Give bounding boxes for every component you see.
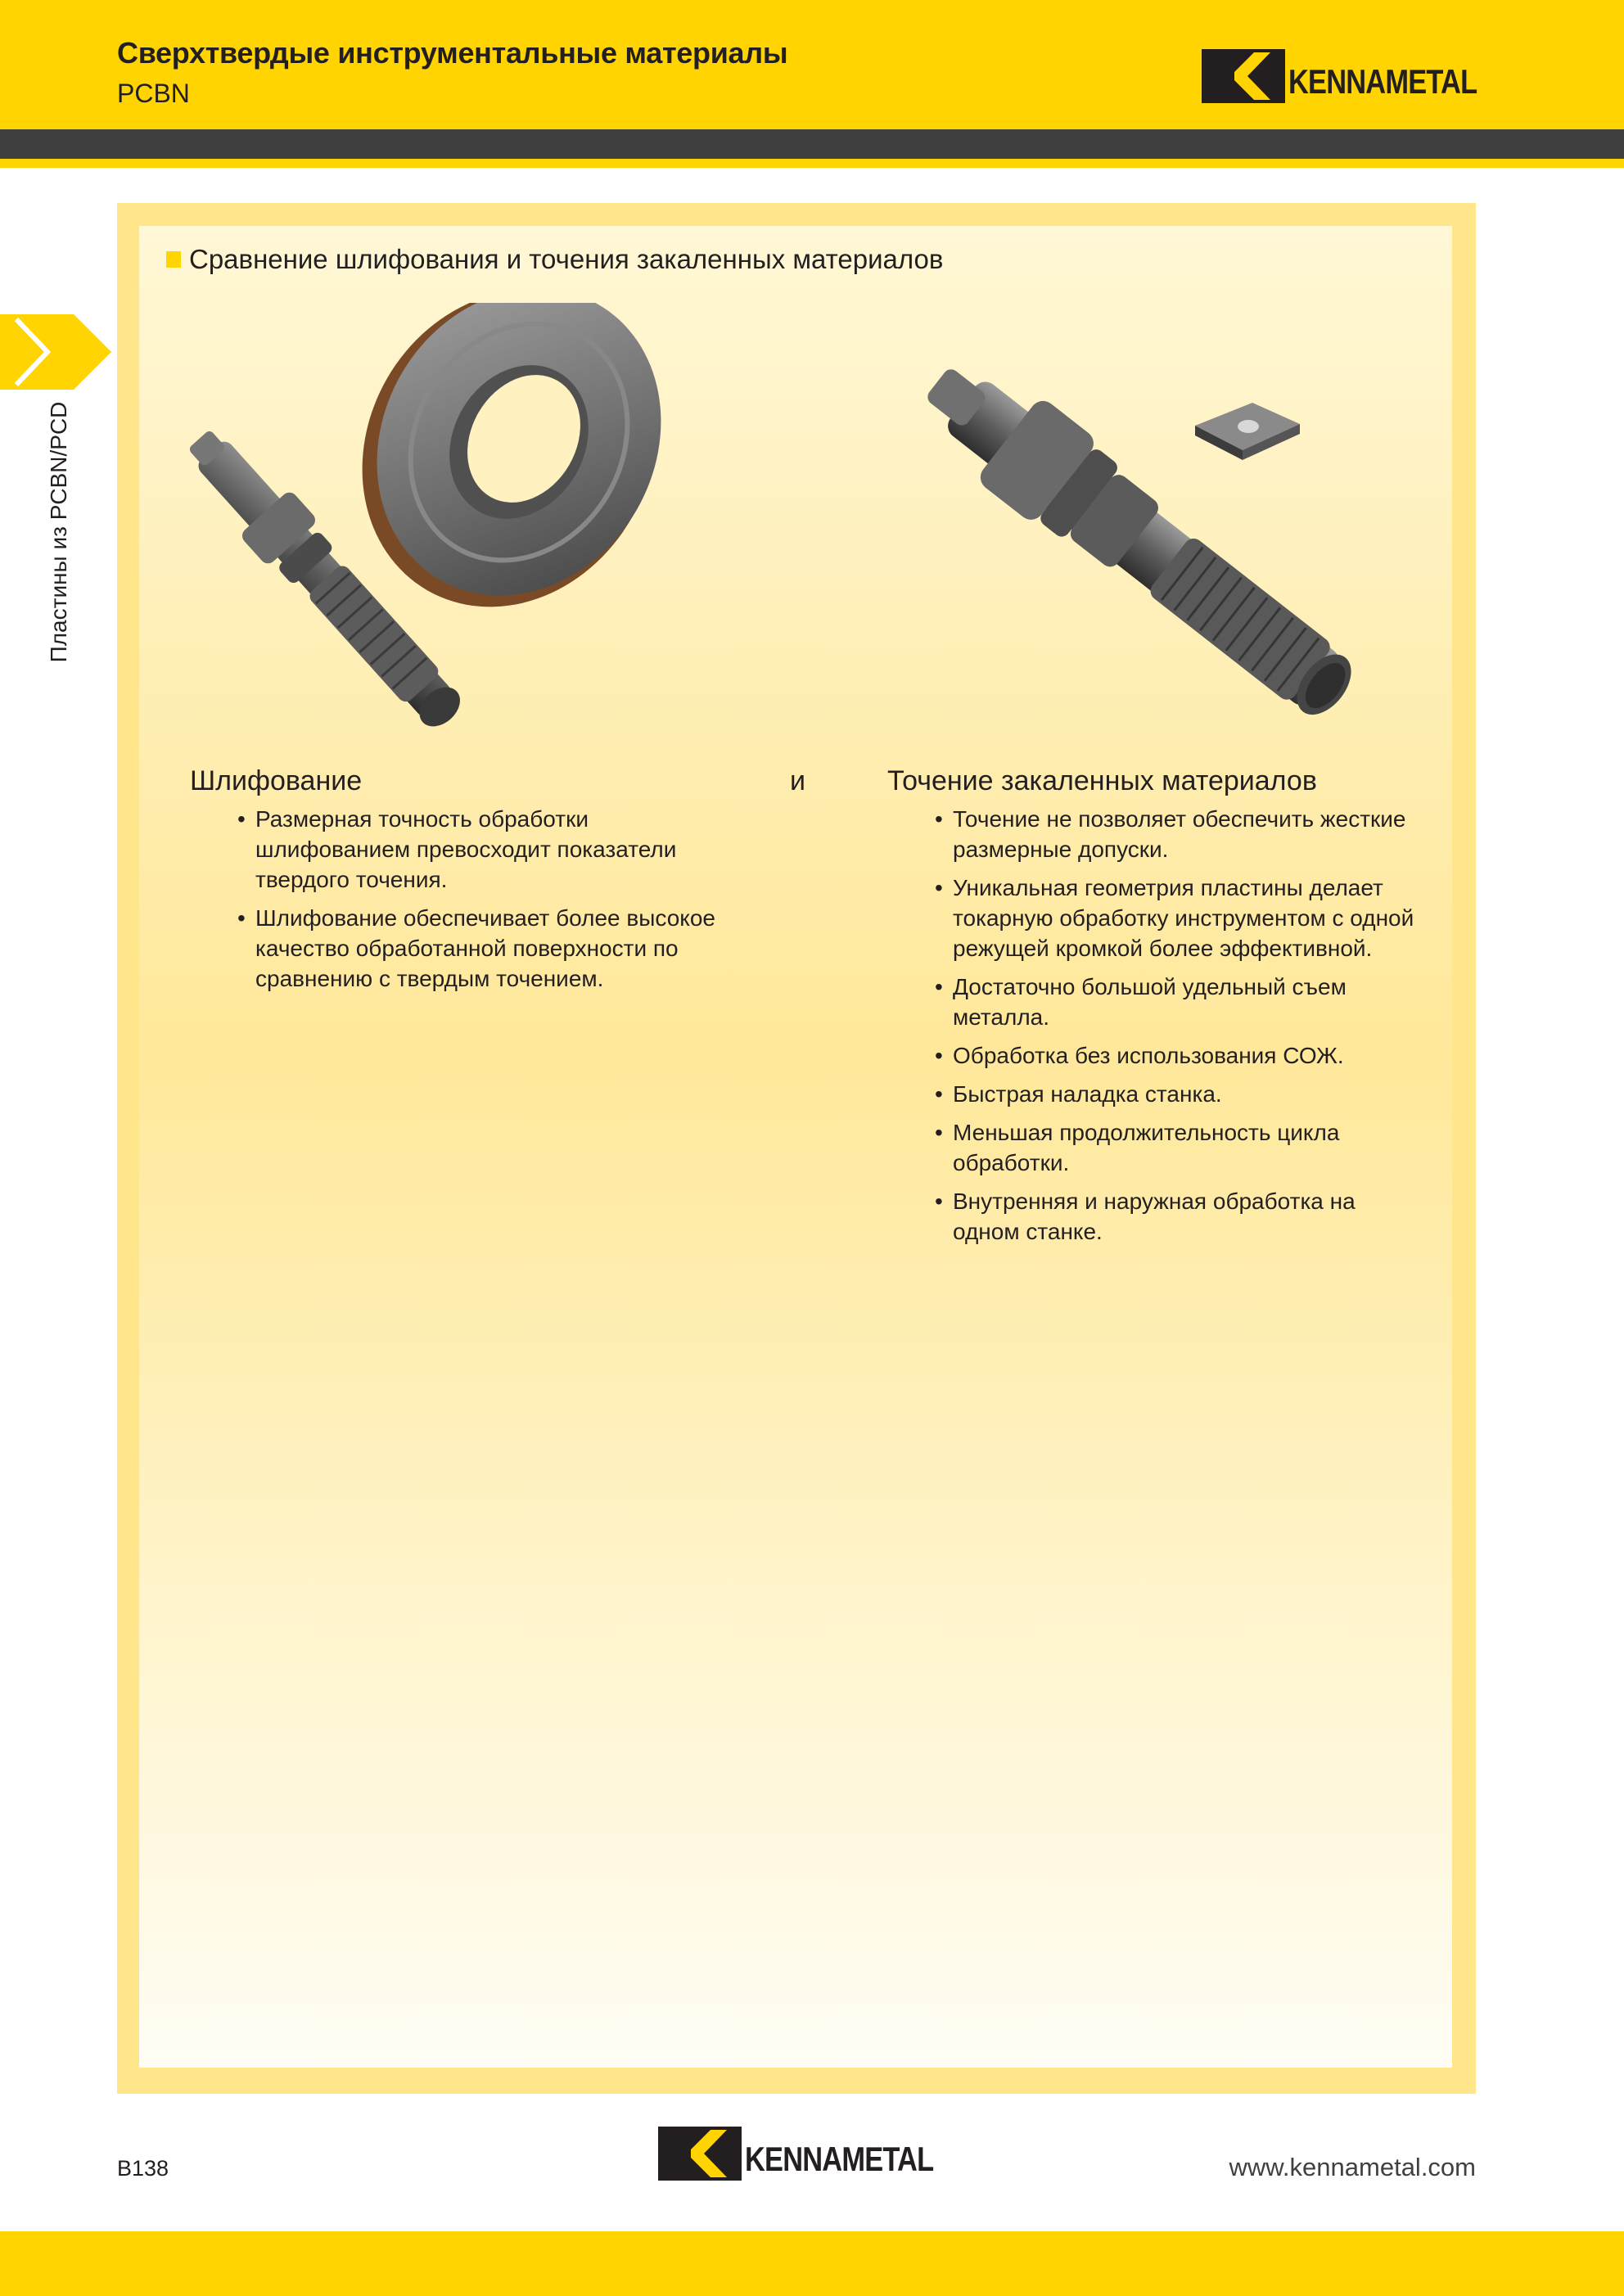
- grinding-illustration: [188, 303, 696, 761]
- section-heading-text: Сравнение шлифования и точения закаленных материалов: [189, 244, 944, 274]
- list-item: • Размерная точность обработки шлифованием превосходит показатели твердого точения.: [237, 804, 729, 895]
- page-header: [0, 0, 1624, 129]
- list-item: • Обработка без использования СОЖ.: [935, 1040, 1426, 1071]
- footer-wordmark: KENNAMETAL: [745, 2140, 934, 2178]
- hard-turning-title: Точение закаленных материалов: [887, 765, 1317, 796]
- list-item: • Быстрая наладка станка.: [935, 1079, 1426, 1109]
- footer-logo-mark: [658, 2127, 742, 2181]
- kennametal-logo: [1202, 49, 1518, 103]
- list-item: • Уникальная геометрия пластины делает токарную обработку инструментом с одной режущей кромкой более эффективной.: [935, 873, 1426, 963]
- hardened-shaft-icon: [904, 341, 1374, 740]
- website-link[interactable]: www.kennametal.com: [1229, 2153, 1476, 2181]
- kennametal-wordmark: KENNAMETAL: [1288, 62, 1477, 101]
- hard-turning-bullet-list: [935, 804, 1426, 1255]
- header-yellow-stripe: [0, 159, 1624, 168]
- header-title: Сверхтвердые инструментальные материалы: [117, 36, 788, 70]
- page-number: B138: [117, 2156, 169, 2181]
- side-tab-arrow-icon: [0, 314, 111, 390]
- list-item: • Точение не позволяет обеспечить жесткие размерные допуски.: [935, 804, 1426, 864]
- header-dark-bar: [0, 129, 1624, 159]
- grinding-title: Шлифование: [190, 765, 363, 796]
- turning-illustration: [884, 327, 1408, 761]
- section-heading: [166, 244, 943, 275]
- list-item: • Меньшая продолжительность цикла обработки.: [935, 1117, 1426, 1178]
- kennametal-logo-mark: [1202, 49, 1285, 103]
- footer-yellow-bar: [0, 2231, 1624, 2296]
- pcbn-insert-icon: [1195, 403, 1300, 460]
- heading-square-icon: [166, 251, 181, 268]
- list-item: • Шлифование обеспечивает более высокое качество обработанной поверхности по сравнению с твердым точением.: [237, 903, 729, 994]
- footer-kennametal-logo: [658, 2127, 975, 2181]
- list-item: • Внутренняя и наружная обработка на одном станке.: [935, 1186, 1426, 1247]
- comparison-conjunction: и: [790, 765, 805, 796]
- side-tab-label: Пластины из PCBN/PCD: [46, 401, 71, 663]
- header-subtitle: PCBN: [117, 79, 190, 108]
- grinding-bullet-list: [237, 804, 729, 1002]
- list-item: • Достаточно большой удельный съем металла.: [935, 972, 1426, 1032]
